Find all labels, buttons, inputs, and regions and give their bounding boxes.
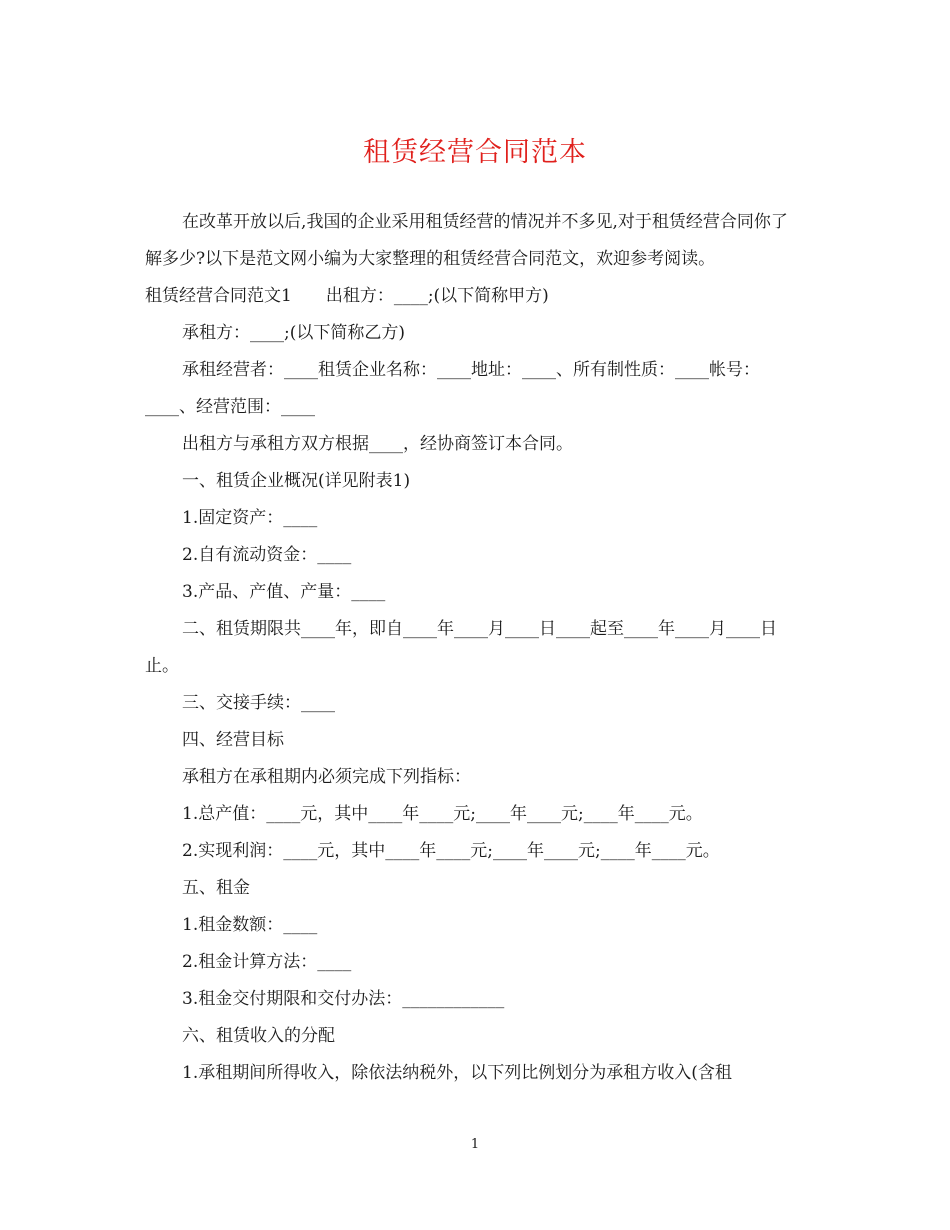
section-heading-overview: 一、租赁企业概况(详见附表1) bbox=[182, 471, 411, 491]
document-body bbox=[145, 204, 795, 1092]
list-item-working-capital: 2.自有流动资金：____ bbox=[182, 545, 352, 565]
list-item-rent-method: 2.租金计算方法：____ bbox=[182, 952, 352, 972]
section-heading-income: 六、租赁收入的分配 bbox=[182, 1026, 336, 1046]
section-lease-term: 二、租赁期限共____年，即自____年____月____日____起至____年____月____日止。 bbox=[145, 619, 778, 676]
list-item-rent-payment: 3.租金交付期限和交付办法：____________ bbox=[182, 989, 505, 1009]
document-title: 租赁经营合同范本 bbox=[363, 137, 587, 168]
list-item-income-split: 1.承租期间所得收入，除依法纳税外，以下列比例划分为承租方收入(含租 bbox=[182, 1063, 732, 1083]
section-handover: 三、交接手续：____ bbox=[182, 693, 336, 713]
list-item-rent-amount: 1.租金数额：____ bbox=[182, 915, 318, 935]
list-item-fixed-assets: 1.固定资产：____ bbox=[182, 508, 318, 528]
paragraph-operator: 承租经营者：____租赁企业名称：____地址：____、所有制性质：____帐号：____、经营范围：____ bbox=[145, 360, 761, 417]
page-number: 1 bbox=[470, 1137, 480, 1152]
paragraph-lessee: 承租方：____;(以下简称乙方) bbox=[182, 323, 406, 343]
paragraph-heading-lessor: 租赁经营合同范文1 出租方：____;(以下简称甲方) bbox=[145, 286, 549, 306]
list-item-total-output: 1.总产值：____元，其中____年____元;____年____元;____年____元。 bbox=[182, 804, 703, 824]
section-heading-goals: 四、经营目标 bbox=[182, 730, 285, 750]
paragraph-agreement: 出租方与承租方双方根据____，经协商签订本合同。 bbox=[182, 434, 574, 454]
paragraph-intro: 在改革开放以后,我国的企业采用租赁经营的情况并不多见,对于租赁经营合同你了解多少?以下是范文网小编为大家整理的租赁经营合同范文，欢迎参考阅读。 bbox=[145, 212, 788, 269]
list-item-profit: 2.实现利润：____元，其中____年____元;____年____元;____年____元。 bbox=[182, 841, 720, 861]
section-heading-rent: 五、租金 bbox=[182, 878, 251, 898]
paragraph-goals-intro: 承租方在承租期内必须完成下列指标： bbox=[182, 767, 472, 787]
list-item-products: 3.产品、产值、产量：____ bbox=[182, 582, 386, 602]
